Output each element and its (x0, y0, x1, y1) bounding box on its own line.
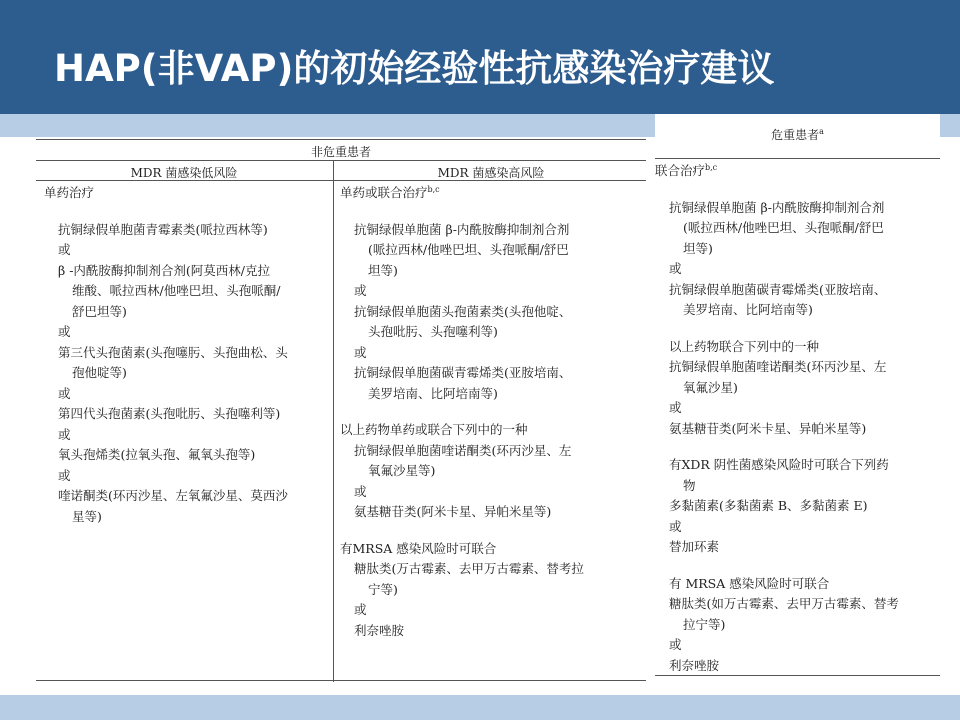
text-line (655, 496, 940, 517)
line-text: 或 (669, 637, 682, 652)
text-line (655, 337, 940, 358)
text-line (44, 486, 332, 507)
text-line (655, 517, 940, 538)
table-bottom-rule (36, 680, 646, 681)
text-line (655, 398, 940, 419)
text-line (655, 594, 940, 615)
line-text: 抗铜绿假单胞菌头孢菌素类(头孢他啶、 (354, 303, 572, 319)
line-text: 美罗培南、比阿培南等) (368, 385, 498, 401)
line-text: 第三代头孢菌素(头孢噻肟、头孢曲松、头 (58, 344, 288, 360)
line-text: 氧氟沙星) (683, 379, 738, 395)
text-line (655, 656, 940, 677)
line-text: 或 (354, 283, 367, 298)
text-line (44, 322, 332, 343)
line-text: (哌拉西林/他唑巴坦、头孢哌酮/舒巴 (368, 242, 569, 257)
critical-header (655, 126, 940, 143)
text-line (655, 161, 940, 182)
text-line (655, 280, 940, 301)
line-text: 有 MRSA 感染风险时可联合 (669, 575, 830, 591)
high-risk-header: MDR 菌感染高风险 (437, 166, 545, 180)
text-line (340, 420, 644, 441)
line-text: 利奈唑胺 (354, 622, 405, 638)
line-text: 或 (354, 483, 367, 499)
text-line (340, 322, 644, 343)
footer-bar (0, 695, 960, 720)
text-line (340, 404, 644, 420)
line-text: 孢他啶等) (72, 365, 127, 380)
header-rule (36, 160, 646, 161)
line-text: 氨基糖苷类(阿米卡星、异帕米星等) (354, 504, 552, 519)
line-text: 氧氟沙星等) (368, 463, 436, 478)
text-line (340, 502, 644, 523)
text-line (44, 404, 332, 425)
text-line (655, 574, 940, 595)
text-line (44, 220, 332, 241)
critical-table (655, 116, 940, 676)
line-text: 糖肽类(如万古霉素、去甲万古霉素、替考 (669, 596, 899, 611)
text-line (655, 455, 940, 476)
line-text: 或 (58, 385, 71, 401)
line-text: 第四代头孢菌素(头孢吡肟、头孢噻利等) (58, 406, 281, 421)
text-line (44, 343, 332, 364)
line-text: 替加环素 (669, 539, 720, 554)
text-line (655, 321, 940, 337)
text-line (44, 302, 332, 323)
subheader-rule (36, 180, 646, 181)
line-text: 联合治疗 (655, 163, 706, 178)
low-risk-column (44, 183, 332, 527)
non-critical-table (36, 137, 646, 682)
line-text: 利奈唑胺 (669, 657, 720, 673)
line-text: 坦等) (683, 240, 713, 256)
text-line (340, 523, 644, 539)
text-line (44, 240, 332, 261)
critical-column (655, 161, 940, 676)
line-text: 抗铜绿假单胞菌碳青霉烯类(亚胺培南、 (669, 281, 887, 297)
text-line (44, 507, 332, 528)
text-line (340, 461, 644, 482)
line-text: 舒巴坦等) (72, 303, 127, 319)
text-line (655, 537, 940, 558)
text-line (340, 600, 644, 621)
footnote-marker: b,c (427, 185, 440, 194)
line-text: 氨基糖苷类(阿米卡星、异帕米星等) (669, 420, 867, 436)
text-line (655, 419, 940, 440)
column-divider (333, 160, 334, 682)
line-text: 抗铜绿假单胞菌喹诺酮类(环丙沙星、左 (669, 359, 887, 374)
line-text: 抗铜绿假单胞菌碳青霉烯类(亚胺培南、 (354, 365, 572, 380)
text-line (340, 441, 644, 462)
line-text: 抗铜绿假单胞菌 β-内酰胺酶抑制剂合剂 (669, 199, 885, 215)
line-text: (哌拉西林/他唑巴坦、头孢哌酮/舒巴 (683, 220, 884, 235)
text-line (655, 615, 940, 636)
line-text: 抗铜绿假单胞菌青霉素类(哌拉西林等) (58, 221, 268, 237)
text-line (655, 635, 940, 656)
line-text: 有MRSA 感染风险时可联合 (340, 540, 497, 556)
text-line (340, 482, 644, 503)
text-line (340, 580, 644, 601)
text-line (44, 363, 332, 384)
line-text: β -内酰胺酶抑制剂合剂(阿莫西林/克拉 (58, 262, 271, 278)
slide-title: HAP(非VAP)的初始经验性抗感染治疗建议 (54, 47, 775, 90)
accent-bar-right (940, 114, 960, 137)
critical-header-label: 危重患者 (771, 128, 820, 142)
text-line (655, 439, 940, 455)
text-line (655, 357, 940, 378)
line-text: 抗铜绿假单胞菌喹诺酮类(环丙沙星、左 (354, 442, 572, 458)
text-line (340, 302, 644, 323)
text-line (340, 343, 644, 364)
text-line (655, 182, 940, 198)
line-text: 维酸、哌拉西林/他唑巴坦、头孢哌酮/ (72, 283, 281, 298)
text-line (44, 445, 332, 466)
accent-bar-left (0, 114, 655, 137)
text-line (44, 384, 332, 405)
text-line (655, 558, 940, 574)
text-line (655, 239, 940, 260)
line-text: 拉宁等) (683, 616, 726, 632)
line-text: 以上药物单药或联合下列中的一种 (340, 422, 528, 437)
line-text: 或 (354, 602, 367, 617)
line-text: 或 (58, 242, 71, 257)
line-text: 喹诺酮类(环丙沙星、左氧氟沙星、莫西沙 (58, 488, 288, 503)
critical-header-sup: a (819, 127, 824, 136)
line-text: 物 (683, 477, 696, 493)
text-line (44, 425, 332, 446)
line-text: 以上药物联合下列中的一种 (669, 338, 820, 354)
text-line (655, 300, 940, 321)
non-critical-header: 非危重患者 (310, 145, 371, 159)
text-line (340, 384, 644, 405)
text-line (340, 539, 644, 560)
line-text: 单药或联合治疗 (340, 185, 428, 200)
text-line (655, 476, 940, 497)
line-text: 多黏菌素(多黏菌素 B、多黏菌素 E) (669, 498, 868, 513)
text-line (340, 183, 644, 204)
low-risk-header: MDR 菌感染低风险 (130, 166, 238, 180)
line-text: 头孢吡肟、头孢噻利等) (368, 324, 498, 339)
line-text: 或 (354, 344, 367, 360)
text-line (655, 378, 940, 399)
title-bar (0, 0, 960, 114)
text-line (655, 218, 940, 239)
text-line (44, 281, 332, 302)
line-text: 抗铜绿假单胞菌 β-内酰胺酶抑制剂合剂 (354, 221, 570, 237)
line-text: 或 (58, 467, 71, 483)
text-line (340, 204, 644, 220)
text-line (340, 621, 644, 642)
line-text: 宁等) (368, 581, 398, 597)
text-line (340, 281, 644, 302)
text-line (655, 259, 940, 280)
critical-header-rule (655, 158, 940, 159)
text-line (44, 261, 332, 282)
line-text: 坦等) (368, 262, 398, 278)
line-text: 或 (669, 518, 682, 534)
footnote-marker: b,c (705, 163, 718, 172)
text-line (340, 559, 644, 580)
line-text: 氧头孢烯类(拉氧头孢、氟氧头孢等) (58, 447, 256, 462)
text-line (655, 198, 940, 219)
line-text: 糖肽类(万古霉素、去甲万古霉素、替考拉 (354, 561, 584, 576)
line-text: 或 (58, 426, 71, 442)
line-text: 美罗培南、比阿培南等) (683, 302, 813, 317)
line-text: 或 (669, 400, 682, 415)
text-line (44, 466, 332, 487)
line-text: 星等) (72, 508, 102, 524)
text-line (340, 240, 644, 261)
high-risk-column (340, 183, 644, 641)
table-top-rule (36, 139, 646, 140)
text-line (340, 363, 644, 384)
line-text: 有XDR 阴性菌感染风险时可联合下列药 (669, 457, 889, 472)
line-text: 单药治疗 (44, 185, 95, 200)
line-text: 或 (58, 324, 71, 339)
text-line (44, 204, 332, 220)
text-line (44, 183, 332, 204)
text-line (340, 261, 644, 282)
text-line (340, 220, 644, 241)
line-text: 或 (669, 261, 682, 276)
